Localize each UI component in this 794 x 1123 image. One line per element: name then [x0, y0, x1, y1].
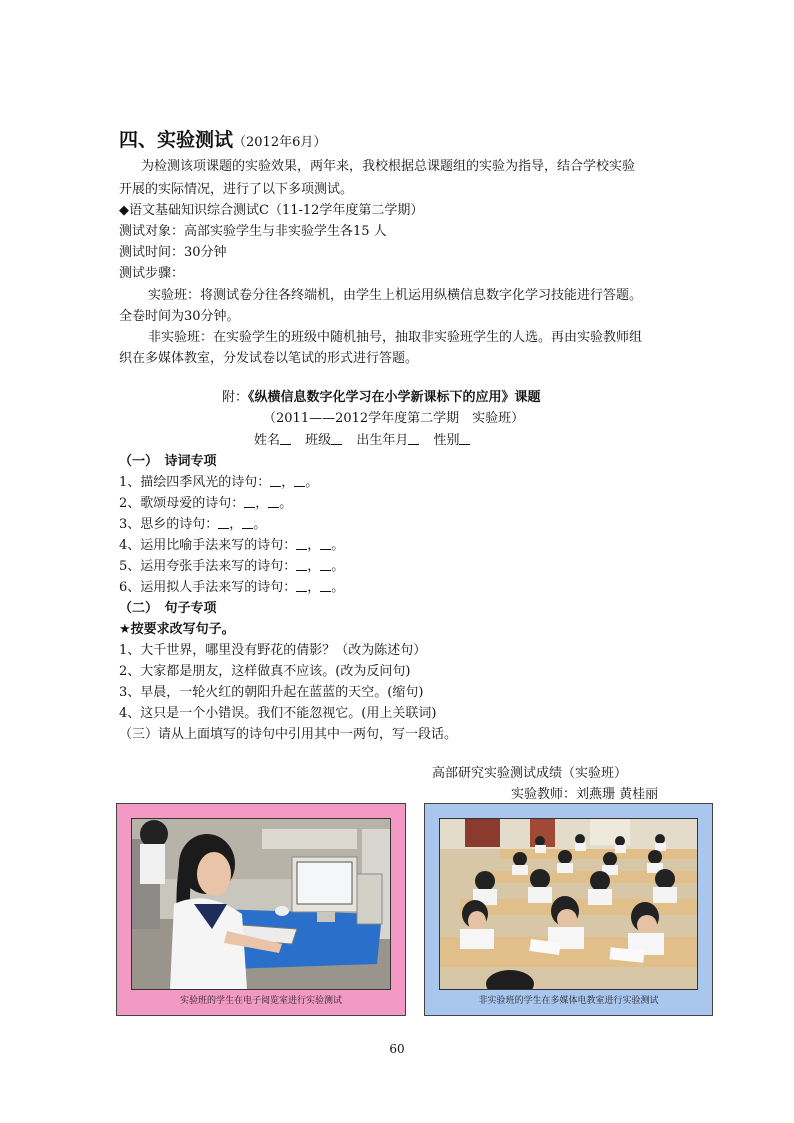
- field-birth: 出生年月: [356, 433, 409, 448]
- appendix-title: [222, 388, 541, 408]
- poem-item: 2、歌颂母爱的诗句： ， 。: [119, 496, 293, 511]
- photo-multimedia-room: [439, 818, 698, 990]
- control-class-line-2: 织在多媒体教室，分发试卷以笔试的形式进行答题。: [119, 351, 419, 366]
- test-subjects: 测试对象：高部实验学生与非实验学生各15 人: [119, 224, 387, 239]
- photo-frame-computer-room: [116, 803, 406, 1016]
- intro-line-2: 开展的实际情况，进行了以下多项测试。: [119, 182, 354, 197]
- section-title: 四、实验测试: [119, 129, 234, 151]
- field-class: 班级: [305, 433, 332, 448]
- intro-line-1: 为检测该项课题的实验效果，两年来，我校根据总课题组的实验为指导，结合学校实验: [141, 159, 636, 174]
- photo-frame-multimedia-room: [424, 803, 713, 1016]
- results-teachers: 实验教师：刘燕珊 黄桂丽: [511, 787, 659, 802]
- poem-item: 3、思乡的诗句： ， 。: [119, 517, 267, 532]
- sentence-item: 3、早晨，一轮火红的朝阳升起在蓝蓝的天空。(缩句): [119, 685, 424, 700]
- field-name: 姓名: [254, 433, 281, 448]
- poem-item: 5、运用夸张手法来写的诗句： ， 。: [119, 559, 345, 574]
- section-date: （2012年6月）: [233, 135, 327, 150]
- test-time: 测试时间：30分钟: [119, 245, 227, 260]
- poem-item: 6、运用拟人手法来写的诗句： ， 。: [119, 580, 345, 595]
- section-3-label: （三）请从上面填写的诗句中引用其中一两句，写一段话。: [119, 727, 458, 742]
- section-1-label: （一） 诗词专项: [119, 454, 217, 469]
- appendix-subtitle: （2011——2012学年度第二学期 实验班）: [263, 411, 525, 426]
- photo-caption: 实验班的学生在电子阅览室进行实验测试: [179, 996, 342, 1006]
- field-gender: 性别: [433, 433, 460, 448]
- poem-item: 1、描绘四季风光的诗句： ， 。: [119, 475, 319, 490]
- photo-caption: 非实验班的学生在多媒体电教室进行实验测试: [478, 996, 659, 1006]
- experimental-class-line-2: 全卷时间为30分钟。: [119, 309, 240, 324]
- appendix-prefix: 附：: [222, 390, 249, 405]
- experimental-class-line-1: 实验班：将测试卷分往各终端机，由学生上机运用纵横信息数字化学习技能进行答题。: [148, 288, 643, 303]
- photo-computer-room: [131, 818, 391, 990]
- page-number: 60: [389, 1042, 405, 1056]
- section-2-instruction: ★按要求改写句子。: [119, 622, 235, 637]
- sentence-item: 2、大家都是朋友，这样做真不应该。(改为反问句): [119, 664, 411, 679]
- sentence-item: 1、大千世界，哪里没有野花的倩影？（改为陈述句）: [119, 643, 427, 658]
- test-name: ◆语文基础知识综合测试C（11-12学年度第二学期）: [119, 203, 424, 218]
- appendix-title-text: 《纵横信息数字化学习在小学新课标下的应用》课题: [248, 390, 541, 405]
- sentence-item: 4、这只是一个小错误。我们不能忽视它。(用上关联词): [119, 706, 437, 721]
- results-title: 高部研究实验测试成绩（实验班）: [432, 766, 628, 781]
- section-2-label: （二） 句子专项: [119, 601, 217, 616]
- test-steps-label: 测试步骤：: [119, 266, 185, 281]
- student-info-fields: [254, 431, 470, 451]
- section-heading: [119, 125, 326, 152]
- poem-item: 4、运用比喻手法来写的诗句： ， 。: [119, 538, 345, 553]
- control-class-line-1: 非实验班：在实验学生的班级中随机抽号，抽取非实验班学生的人选。再由实验教师组: [148, 330, 643, 345]
